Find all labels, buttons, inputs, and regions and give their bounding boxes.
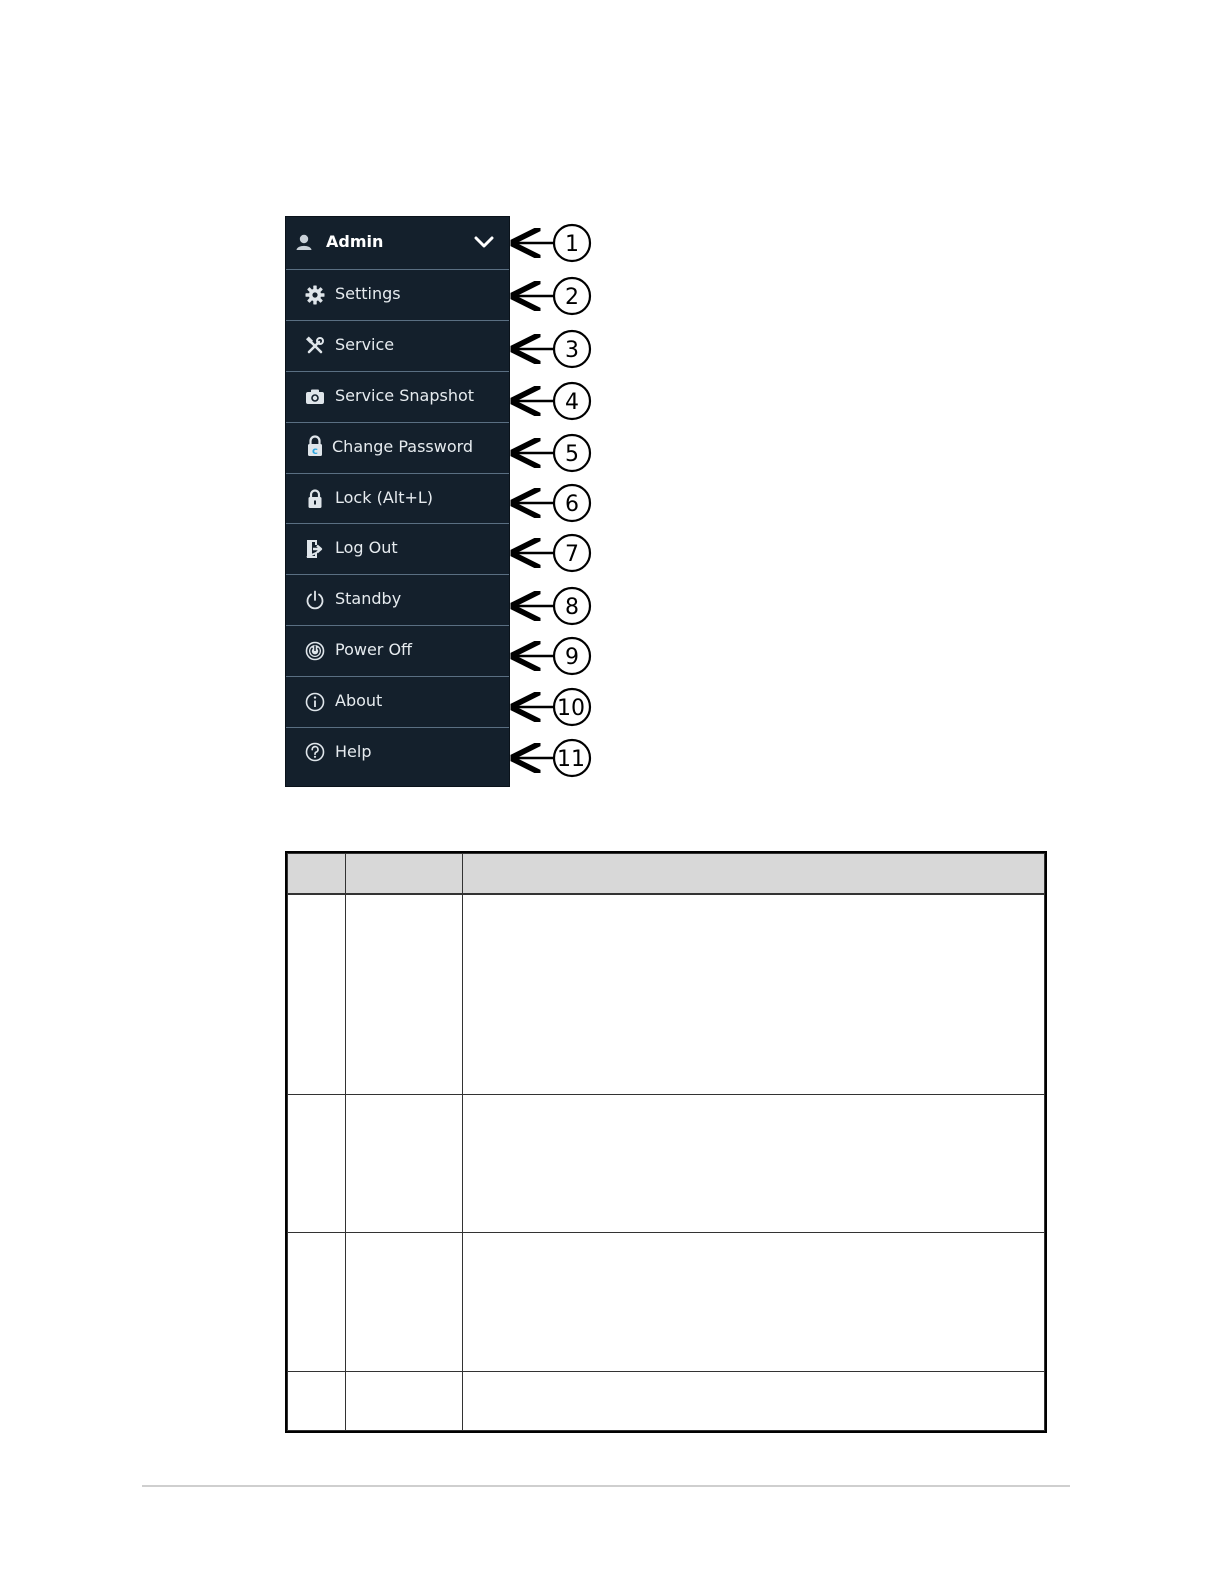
- callout-11: [513, 740, 590, 776]
- table-cell: [463, 1094, 1045, 1232]
- callout-2: [513, 278, 590, 314]
- menu-item-label: Service Snapshot: [335, 386, 475, 405]
- table-cell: [463, 1232, 1045, 1371]
- menu-item-label: About: [335, 691, 383, 710]
- callout-number: 3: [565, 338, 579, 363]
- table-header-cell: [463, 854, 1045, 895]
- table-cell: [346, 1232, 463, 1371]
- table-header-cell: [346, 854, 463, 895]
- callout-number: 6: [565, 492, 579, 517]
- table-cell: [463, 894, 1045, 1094]
- table-cell: [346, 1371, 463, 1431]
- menu-item-label: Service: [335, 335, 395, 354]
- callout-9: [513, 638, 590, 674]
- table-header-row: [288, 854, 1045, 895]
- admin-label: Admin: [326, 232, 384, 251]
- menu-item-label: Log Out: [335, 538, 398, 557]
- reference-table: [285, 851, 1047, 1433]
- callout-3: [513, 331, 590, 367]
- table-cell: [288, 1094, 346, 1232]
- callout-4: [513, 383, 590, 419]
- menu-item-label: Lock (Alt+L): [335, 488, 434, 507]
- menu-item-label: Help: [335, 742, 372, 761]
- svg-text:c: c: [312, 446, 318, 457]
- table-cell: [463, 1371, 1045, 1431]
- table-row: [288, 1371, 1045, 1431]
- callout-7: [513, 535, 590, 571]
- callout-number: 8: [565, 595, 579, 620]
- table-cell: [288, 1232, 346, 1371]
- callout-10: [513, 689, 590, 725]
- callout-number: 7: [565, 542, 579, 567]
- table-header-cell: [288, 854, 346, 895]
- callout-5: [513, 435, 590, 471]
- callout-number: 9: [565, 645, 579, 670]
- table-row: [288, 1232, 1045, 1371]
- menu-item-label: Standby: [335, 589, 402, 608]
- callout-1: [513, 225, 590, 261]
- table-cell: [288, 894, 346, 1094]
- reference-table-grid: [287, 853, 1045, 1431]
- menu-item-label: Change Password: [332, 437, 474, 456]
- table-row: [288, 894, 1045, 1094]
- table-cell: [346, 1094, 463, 1232]
- callout-number: 1: [565, 232, 579, 257]
- callout-number: 11: [557, 747, 585, 772]
- callout-6: [513, 485, 590, 521]
- callout-8: [513, 588, 590, 624]
- callout-number: 5: [565, 442, 579, 467]
- callout-number: 10: [557, 696, 585, 721]
- callout-number: 4: [565, 390, 579, 415]
- menu-item-label: Power Off: [335, 640, 413, 659]
- footer-divider: [142, 1485, 1070, 1487]
- table-row: [288, 1094, 1045, 1232]
- table-cell: [346, 894, 463, 1094]
- menu-item-label: Settings: [335, 284, 401, 303]
- callout-number: 2: [565, 285, 579, 310]
- table-cell: [288, 1371, 346, 1431]
